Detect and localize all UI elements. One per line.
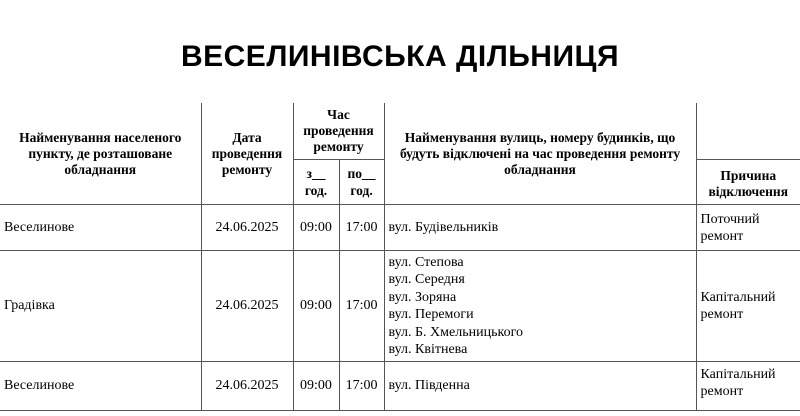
street-item: вул. Зоряна — [388, 289, 457, 305]
street-item: вул. Південна — [388, 378, 470, 394]
outage-table — [0, 103, 800, 411]
settlement-cell: Веселинове — [0, 362, 201, 411]
street-item: вул. Будівельників — [388, 219, 499, 235]
reason-cell: Капітальний ремонт — [696, 251, 800, 362]
header-time-to: по__ год. — [339, 160, 384, 205]
street-item: вул. Квітнева — [388, 342, 468, 357]
streets-cell — [384, 362, 696, 411]
header-reason-spacer — [696, 103, 800, 160]
table-row — [0, 251, 800, 362]
header-streets: Найменування вулиць, номеру будинків, що будуть відключені на час проведення ремонту обладнання — [384, 103, 696, 205]
settlement-cell: Градівка — [0, 251, 201, 362]
table-row — [0, 205, 800, 251]
time-to-cell: 17:00 — [339, 251, 384, 362]
date-cell: 24.06.2025 — [201, 205, 293, 251]
header-date: Дата проведення ремонту — [201, 103, 293, 205]
time-from-cell: 09:00 — [293, 362, 339, 411]
time-from-cell: 09:00 — [293, 251, 339, 362]
street-item: вул. Середня — [388, 272, 465, 287]
streets-cell — [384, 251, 696, 362]
header-reason: Причина відключення — [696, 160, 800, 205]
street-item: вул. Б. Хмельницького — [388, 324, 523, 340]
table-row — [0, 362, 800, 411]
date-cell: 24.06.2025 — [201, 251, 293, 362]
time-to-cell: 17:00 — [339, 362, 384, 411]
reason-cell: Поточний ремонт — [696, 205, 800, 251]
page-title: ВЕСЕЛИНІВСЬКА ДІЛЬНИЦЯ — [180, 40, 620, 73]
settlement-cell: Веселинове — [0, 205, 201, 251]
outage-table-wrapper — [0, 103, 800, 416]
streets-cell — [384, 205, 696, 251]
street-item: вул. Перемоги — [388, 307, 474, 322]
date-cell: 24.06.2025 — [201, 362, 293, 411]
street-item: вул. Степова — [388, 254, 464, 270]
header-settlement: Найменування населеного пункту, де розташоване обладнання — [0, 103, 201, 205]
header-time: Час проведення ремонту — [293, 103, 384, 160]
time-from-cell: 09:00 — [293, 205, 339, 251]
reason-cell: Капітальний ремонт — [696, 362, 800, 411]
header-time-from: з__ год. — [293, 160, 339, 205]
time-to-cell: 17:00 — [339, 205, 384, 251]
